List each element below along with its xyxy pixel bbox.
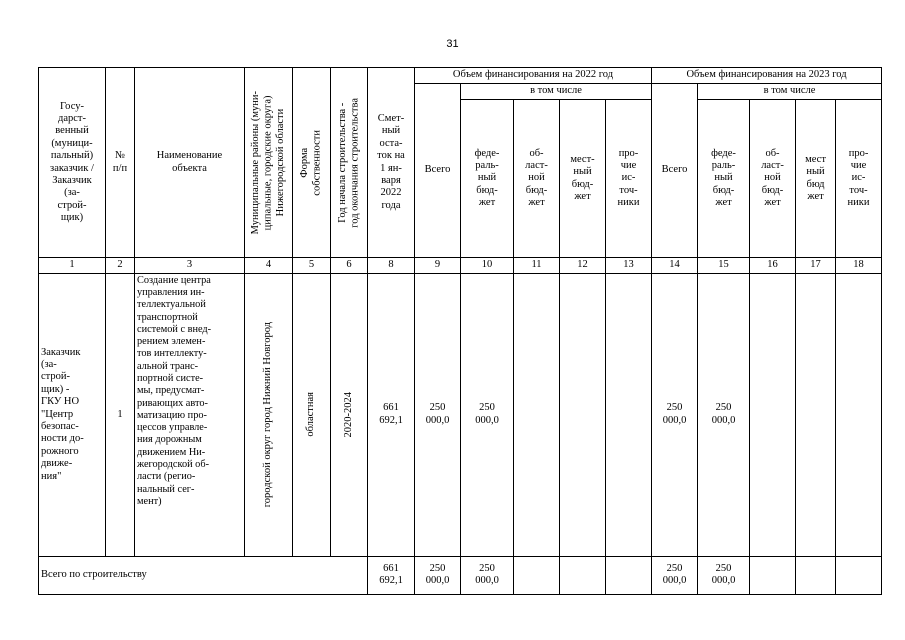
header-estimate: Смет- ный оста- ток на 1 ян- варя 2022 года — [368, 68, 415, 258]
header-districts: Муниципальные районы (муни- ципальные, городские округа) Нижегородской области — [245, 68, 293, 258]
column-number: 11 — [514, 258, 560, 273]
financing-table — [38, 67, 882, 595]
page-number: 31 — [446, 38, 459, 50]
header-local-2023: мест ный бюд жет — [796, 100, 836, 258]
header-years: Год начала строительства - год окончания строительства — [331, 68, 368, 258]
header-row-1 — [39, 68, 882, 84]
column-number: 2 — [106, 258, 135, 273]
customer-cell: Заказчик (за- строй- щик) - ГКУ НО "Центр безопас- ности до- рожного движе- ния" — [39, 273, 106, 556]
column-number: 5 — [293, 258, 331, 273]
header-regional-2023: об- ласт- ной бюд- жет — [750, 100, 796, 258]
total-2023-cell: 250 000,0 — [652, 273, 698, 556]
row-number-cell: 1 — [106, 273, 135, 556]
other-2023-cell — [836, 273, 882, 556]
summary-other-2022-cell — [606, 556, 652, 594]
summary-local-2022-cell — [560, 556, 606, 594]
summary-regional-2023-cell — [750, 556, 796, 594]
summary-regional-2022-cell — [514, 556, 560, 594]
summary-federal-2023-cell: 250 000,0 — [698, 556, 750, 594]
column-number: 10 — [461, 258, 514, 273]
other-2022-cell — [606, 273, 652, 556]
years-cell: 2020-2024 — [331, 273, 368, 556]
header-federal-2022: феде- раль- ный бюд- жет — [461, 100, 514, 258]
summary-other-2023-cell — [836, 556, 882, 594]
table-row — [39, 273, 882, 556]
header-other-2022: про- чие ис- точ- ники — [606, 100, 652, 258]
column-number: 17 — [796, 258, 836, 273]
federal-2023-cell: 250 000,0 — [698, 273, 750, 556]
column-number: 16 — [750, 258, 796, 273]
column-number: 4 — [245, 258, 293, 273]
column-numbers-row — [39, 258, 882, 273]
header-object-name: Наименование объекта — [135, 68, 245, 258]
district-cell: городской округ город Нижний Новгород — [245, 273, 293, 556]
total-2022-cell: 250 000,0 — [415, 273, 461, 556]
column-number: 14 — [652, 258, 698, 273]
header-including-2022: в том числе — [461, 84, 652, 100]
summary-local-2023-cell — [796, 556, 836, 594]
header-including-2023: в том числе — [698, 84, 882, 100]
column-number: 1 — [39, 258, 106, 273]
estimate-cell: 661 692,1 — [368, 273, 415, 556]
header-local-2022: мест- ный бюд- жет — [560, 100, 606, 258]
header-total-2023: Всего — [652, 84, 698, 258]
column-number: 8 — [368, 258, 415, 273]
summary-total-2023-cell: 250 000,0 — [652, 556, 698, 594]
header-customer: Госу- дарст- венный (муници- пальный) заказчик / Заказчик (за- строй- щик) — [39, 68, 106, 258]
ownership-cell: областная — [293, 273, 331, 556]
federal-2022-cell: 250 000,0 — [461, 273, 514, 556]
column-number: 6 — [331, 258, 368, 273]
local-2023-cell — [796, 273, 836, 556]
header-financing-2023: Объем финансирования на 2023 год — [652, 68, 882, 84]
column-number: 9 — [415, 258, 461, 273]
summary-row — [39, 556, 882, 594]
header-regional-2022: об- ласт- ной бюд- жет — [514, 100, 560, 258]
regional-2022-cell — [514, 273, 560, 556]
summary-total-2022-cell: 250 000,0 — [415, 556, 461, 594]
column-number: 12 — [560, 258, 606, 273]
column-number: 18 — [836, 258, 882, 273]
header-total-2022: Всего — [415, 84, 461, 258]
column-number: 13 — [606, 258, 652, 273]
local-2022-cell — [560, 273, 606, 556]
summary-estimate-cell: 661 692,1 — [368, 556, 415, 594]
object-name-cell: Создание центра управления ин- теллектуальной транспортной системой с внед- рением элемен- тов интеллекту- альной транс- портной систе- мы, предусмат- ривающих авто- матизацию про- цессов управле- ния дорожным движением Ни- жегородской об- ласти (регио- нальный сег- мент) — [135, 273, 245, 556]
header-number: № п/п — [106, 68, 135, 258]
column-number: 15 — [698, 258, 750, 273]
regional-2023-cell — [750, 273, 796, 556]
column-number: 3 — [135, 258, 245, 273]
summary-federal-2022-cell: 250 000,0 — [461, 556, 514, 594]
header-other-2023: про- чие ис- точ- ники — [836, 100, 882, 258]
header-federal-2023: феде- раль- ный бюд- жет — [698, 100, 750, 258]
summary-label: Всего по строительству — [39, 556, 368, 594]
header-ownership: Форма собственности — [293, 68, 331, 258]
header-financing-2022: Объем финансирования на 2022 год — [415, 68, 652, 84]
